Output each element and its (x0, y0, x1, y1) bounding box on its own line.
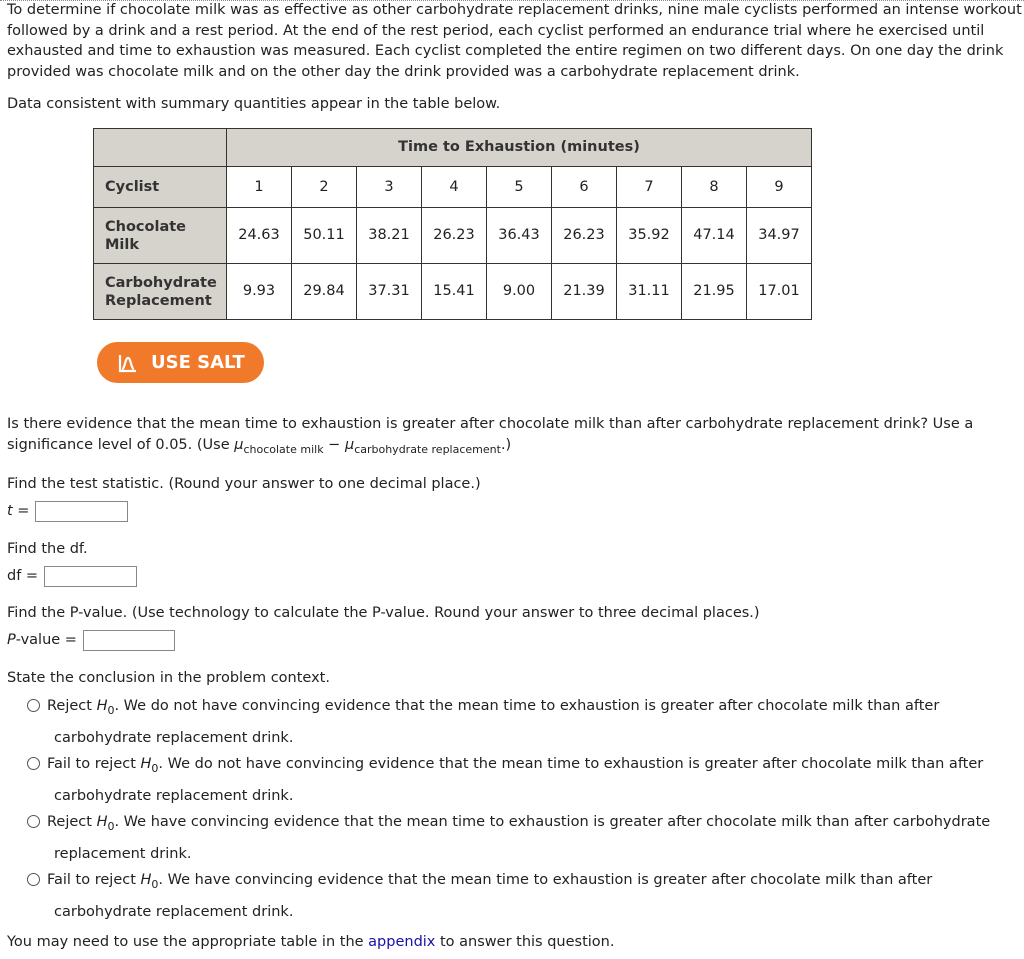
p-value-row (7, 630, 175, 651)
chocolate-milk-value: 24.63 (227, 208, 292, 264)
radio-button[interactable] (27, 815, 40, 828)
chocolate-milk-value: 47.14 (682, 208, 747, 264)
option-text-cont: carbohydrate replacement drink. (54, 730, 294, 747)
data-table (93, 128, 812, 320)
cyclist-number: 6 (552, 167, 617, 208)
row-label-line: Milk (105, 236, 140, 253)
row-label-line: Carbohydrate (105, 274, 217, 291)
cyclist-number: 4 (422, 167, 487, 208)
question-text (7, 414, 1017, 460)
footer-text: to answer this question. (435, 934, 615, 950)
t-label: t = (7, 503, 30, 520)
carbohydrate-value: 21.39 (552, 264, 617, 320)
df-prompt: Find the df. (7, 541, 88, 557)
mu-symbol: μ (344, 436, 355, 453)
question-part: Is there evidence that the mean time to exhaustion is greater after chocolate milk than after carbohydrate replacement drink? Use a significance level of 0.05. (Use (7, 416, 974, 453)
df-row (7, 566, 137, 587)
table-corner (94, 129, 227, 167)
carbohydrate-value: 15.41 (422, 264, 487, 320)
option-text: We do not have convincing evidence that the mean time to exhaustion is greater after chocolate milk than after (119, 698, 940, 714)
test-statistic-prompt: Find the test statistic. (Round your answer to one decimal place.) (7, 476, 481, 492)
table-intro: Data consistent with summary quantities appear in the table below. (7, 96, 501, 112)
footer-text: You may need to use the appropriate table in the (7, 934, 369, 950)
option-action: Fail to reject (47, 756, 141, 772)
cyclist-number: 8 (682, 167, 747, 208)
row-label-carbohydrate-replacement (94, 264, 227, 320)
carbohydrate-value: 9.93 (227, 264, 292, 320)
cyclist-number: 3 (357, 167, 422, 208)
cyclist-number: 5 (487, 167, 552, 208)
conclusion-option-4[interactable]: Fail to reject $H_0$. We have convincing evidence that the mean time to exhaustion is greater after chocolate milk than after carbohydrate replacement drink. (27, 870, 997, 923)
h0-letter: H (96, 814, 108, 830)
mu-subscript: carbohydrate replacement (354, 442, 501, 456)
chocolate-milk-value: 34.97 (747, 208, 812, 264)
mu-subscript: chocolate milk (243, 442, 324, 456)
table-title: Time to Exhaustion (minutes) (227, 129, 812, 167)
question-part: .) (500, 436, 512, 453)
option-text-cont: carbohydrate replacement drink. (54, 904, 294, 921)
option-action: Reject (47, 698, 97, 714)
h0-letter: H (140, 756, 152, 772)
h0-subscript: 0 (107, 703, 115, 717)
chocolate-milk-value: 26.23 (422, 208, 487, 264)
chocolate-milk-value: 38.21 (357, 208, 422, 264)
chocolate-milk-value: 36.43 (487, 208, 552, 264)
conclusion-option-1[interactable]: Reject $H_0$. We do not have convincing evidence that the mean time to exhaustion is greater after chocolate milk than after carbohydrate replacement drink. (27, 696, 997, 749)
option-action: Reject (47, 814, 97, 830)
use-salt-label: USE SALT (151, 352, 245, 373)
p-value-label (7, 630, 77, 651)
chocolate-milk-value: 35.92 (617, 208, 682, 264)
p-letter: P (7, 632, 16, 649)
carbohydrate-value: 9.00 (487, 264, 552, 320)
appendix-link[interactable]: appendix (368, 934, 436, 950)
cyclist-number: 9 (747, 167, 812, 208)
h0-subscript: 0 (107, 819, 115, 833)
row-label-chocolate-milk (94, 208, 227, 264)
carbohydrate-value: 17.01 (747, 264, 812, 320)
chocolate-milk-value: 26.23 (552, 208, 617, 264)
option-action: Fail to reject (47, 872, 141, 888)
use-salt-button[interactable] (97, 342, 264, 383)
chocolate-milk-value: 50.11 (292, 208, 357, 264)
cyclist-number: 1 (227, 167, 292, 208)
row-label-line: Replacement (105, 292, 212, 309)
df-label: df = (7, 568, 39, 585)
p-value-input[interactable] (83, 630, 175, 651)
cyclist-number: 7 (617, 167, 682, 208)
conclusion-option-3[interactable]: Reject $H_0$. We have convincing evidence that the mean time to exhaustion is greater after chocolate milk than after carbohydrate replacement drink. (27, 812, 997, 865)
test-statistic-input[interactable] (35, 501, 128, 522)
p-value-prompt: Find the P-value. (Use technology to calculate the P-value. Round your answer to three decimal places.) (7, 605, 760, 621)
carbohydrate-value: 31.11 (617, 264, 682, 320)
option-text-cont: carbohydrate replacement drink. (54, 788, 294, 805)
cyclist-number: 2 (292, 167, 357, 208)
mu-symbol: μ (234, 436, 244, 453)
footer-note (7, 932, 614, 953)
minus-sign: − (323, 436, 345, 453)
df-input[interactable] (44, 566, 137, 587)
h0-subscript: 0 (151, 761, 159, 775)
problem-intro: To determine if chocolate milk was as effective as other carbohydrate replacement drinks, nine male cyclists performed an intense workout followed by a drink and a rest period. At the end of the rest period, each cyclist performed an endurance trial where he exercised until exhausted and time to exhaustion was measured. Each cyclist completed the entire regimen on two different days. On one day the drink provided was chocolate milk and on the other day the drink provided was a carbohydrate replacement drink. (7, 2, 1022, 80)
option-text: We have convincing evidence that the mean time to exhaustion is greater after chocolate milk than after (163, 872, 933, 888)
option-text-cont: replacement drink. (54, 846, 192, 863)
carbohydrate-value: 21.95 (682, 264, 747, 320)
option-text: We do not have convincing evidence that the mean time to exhaustion is greater after chocolate milk than after (163, 756, 984, 772)
carbohydrate-value: 29.84 (292, 264, 357, 320)
carbohydrate-value: 37.31 (357, 264, 422, 320)
salt-chart-icon (118, 353, 138, 373)
row-label-line: Chocolate (105, 218, 187, 235)
radio-button[interactable] (27, 757, 40, 770)
row-label-cyclist: Cyclist (94, 167, 227, 208)
p-value-label-rest: -value = (15, 632, 77, 649)
h0-subscript: 0 (151, 877, 159, 891)
conclusion-option-2[interactable]: Fail to reject $H_0$. We do not have convincing evidence that the mean time to exhaustion is greater after chocolate milk than after carbohydrate replacement drink. (27, 754, 997, 807)
option-text: We have convincing evidence that the mean time to exhaustion is greater after chocolate milk than after carbohydrate (119, 814, 991, 830)
h0-letter: H (140, 872, 152, 888)
test-statistic-row (7, 501, 128, 522)
conclusion-prompt: State the conclusion in the problem context. (7, 670, 330, 686)
radio-button[interactable] (27, 699, 40, 712)
radio-button[interactable] (27, 873, 40, 886)
h0-letter: H (96, 698, 108, 714)
